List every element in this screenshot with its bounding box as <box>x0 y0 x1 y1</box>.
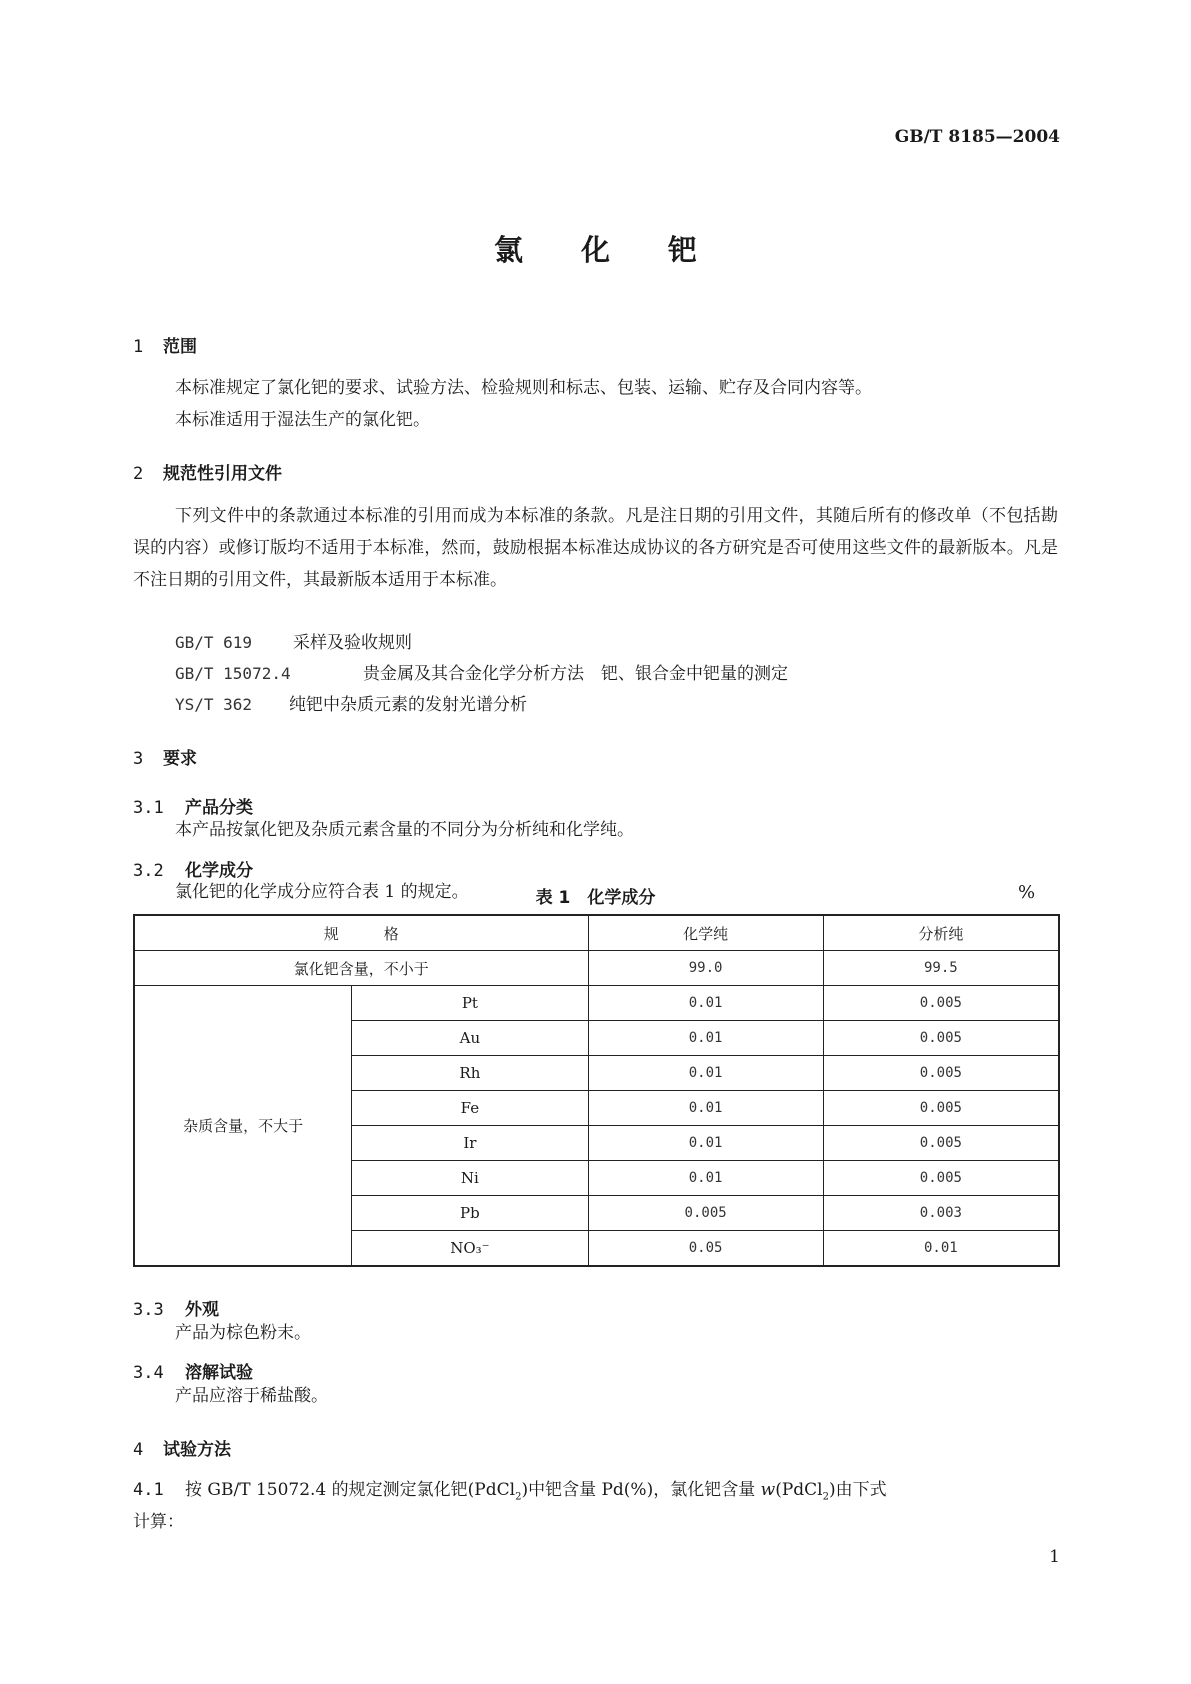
reference-code: YS/T 362 <box>175 695 253 714</box>
reference-item <box>175 628 412 653</box>
element-name: Rh <box>352 1056 588 1091</box>
subsection-number: 3.1 <box>133 798 164 818</box>
subscript: 2 <box>822 1491 829 1503</box>
reference-code: GB/T 619 <box>175 633 253 652</box>
subsection-title: 化学成分 <box>185 861 253 881</box>
s4-1-text-c: (PdCl <box>775 1480 823 1500</box>
ar-value: 0.005 <box>823 1161 1059 1196</box>
table-row <box>134 951 1059 986</box>
element-name: Ni <box>352 1161 588 1196</box>
element-name: Pt <box>352 986 588 1021</box>
cp-value: 0.01 <box>588 1021 823 1056</box>
chemical-composition-table <box>133 914 1060 1267</box>
ar-value: 0.003 <box>823 1196 1059 1231</box>
cp-value: 0.01 <box>588 986 823 1021</box>
s4-1-continuation: 计算： <box>133 1512 184 1532</box>
section-title: 要求 <box>163 749 197 769</box>
header-analytically-pure: 分析纯 <box>823 915 1059 951</box>
s3-2-text: 氯化钯的化学成分应符合表 1 的规定。 <box>175 882 469 902</box>
cp-value: 0.01 <box>588 1056 823 1091</box>
section-number: 1 <box>133 337 144 357</box>
cp-value: 0.005 <box>588 1196 823 1231</box>
section-number: 4 <box>133 1440 144 1460</box>
reference-item <box>175 690 527 715</box>
s4-1-text-b: )中钯含量 Pd(%)，氯化钯含量 <box>521 1480 761 1500</box>
section-title: 试验方法 <box>163 1440 231 1460</box>
cp-value: 0.05 <box>588 1231 823 1267</box>
row-label: 氯化钯含量，不小于 <box>134 951 588 986</box>
section-2-heading <box>133 459 282 484</box>
subsection-number: 3.2 <box>133 861 164 881</box>
section-title: 范围 <box>163 337 197 357</box>
section-title: 规范性引用文件 <box>163 464 282 484</box>
s1-paragraph-2: 本标准适用于湿法生产的氯化钯。 <box>175 410 430 430</box>
element-name: Pb <box>352 1196 588 1231</box>
element-name: Fe <box>352 1091 588 1126</box>
table-caption: 表 1 化学成分 <box>535 888 656 908</box>
subsection-number: 4.1 <box>133 1480 164 1500</box>
ar-value: 0.005 <box>823 1056 1059 1091</box>
reference-code: GB/T 15072.4 <box>175 664 291 683</box>
subsection-number: 3.4 <box>133 1363 164 1383</box>
ar-value: 0.005 <box>823 1091 1059 1126</box>
subsection-title: 溶解试验 <box>185 1363 253 1383</box>
ar-value: 0.01 <box>823 1231 1059 1267</box>
table-unit: % <box>1018 882 1036 903</box>
section-3-heading <box>133 744 197 769</box>
s3-4-text: 产品应溶于稀盐酸。 <box>175 1386 328 1406</box>
section-number: 2 <box>133 464 144 484</box>
section-4-heading <box>133 1435 231 1460</box>
s1-paragraph-1: 本标准规定了氯化钯的要求、试验方法、检验规则和标志、包装、运输、贮存及合同内容等。 <box>175 378 872 398</box>
table-row <box>134 986 1059 1021</box>
section-1-heading <box>133 332 197 357</box>
standard-code: GB/T 8185—2004 <box>894 127 1060 147</box>
header-chemically-pure: 化学纯 <box>588 915 823 951</box>
cp-value: 0.01 <box>588 1126 823 1161</box>
ar-value: 0.005 <box>823 1021 1059 1056</box>
ar-value: 0.005 <box>823 986 1059 1021</box>
cp-value: 0.01 <box>588 1091 823 1126</box>
ar-value: 99.5 <box>823 951 1059 986</box>
subscript: 2 <box>515 1491 522 1503</box>
s4-1-paragraph <box>133 1474 1060 1513</box>
section-number: 3 <box>133 749 144 769</box>
page-title: 氯化钯 <box>493 233 755 267</box>
element-name: Au <box>352 1021 588 1056</box>
reference-title: 贵金属及其合金化学分析方法 钯、银合金中钯量的测定 <box>363 664 788 684</box>
s4-1-text-a: 按 GB/T 15072.4 的规定测定氯化钯(PdCl <box>185 1480 516 1500</box>
cp-value: 99.0 <box>588 951 823 986</box>
element-name: NO₃⁻ <box>352 1231 588 1267</box>
impurity-label: 杂质含量，不大于 <box>134 986 352 1267</box>
w-symbol: w <box>760 1480 776 1500</box>
s4-1-text-d: )由下式 <box>828 1480 887 1500</box>
page-number: 1 <box>1049 1547 1060 1567</box>
s2-paragraph: 下列文件中的条款通过本标准的引用而成为本标准的条款。凡是注日期的引用文件，其随后所有的修改单（不包括勘误的内容）或修订版均不适用于本标准，然而，鼓励根据本标准达成协议的各方研究是否可使用这些文件的最新版本。凡是不注日期的引用文件，其最新版本适用于本标准。 <box>133 506 1058 590</box>
reference-item <box>175 659 788 684</box>
subsection-title: 外观 <box>185 1300 219 1320</box>
reference-title: 纯钯中杂质元素的发射光谱分析 <box>289 695 527 715</box>
table-header-row <box>134 915 1059 951</box>
element-name: Ir <box>352 1126 588 1161</box>
s3-3-text: 产品为棕色粉末。 <box>175 1323 311 1343</box>
subsection-title: 产品分类 <box>185 798 253 818</box>
subsection-number: 3.3 <box>133 1300 164 1320</box>
s3-1-text: 本产品按氯化钯及杂质元素含量的不同分为分析纯和化学纯。 <box>175 820 634 840</box>
ar-value: 0.005 <box>823 1126 1059 1161</box>
header-spec: 规 格 <box>134 915 588 951</box>
cp-value: 0.01 <box>588 1161 823 1196</box>
reference-title: 采样及验收规则 <box>293 633 412 653</box>
